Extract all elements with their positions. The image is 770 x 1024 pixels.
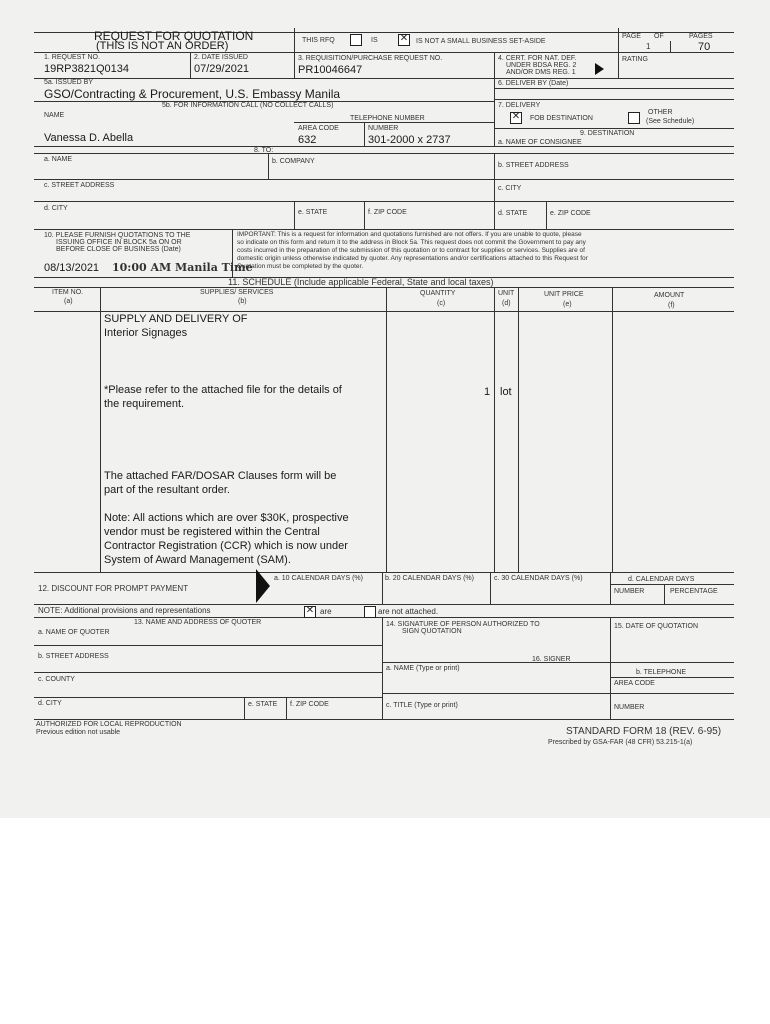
- col-supplies-sub: (b): [238, 298, 247, 305]
- quoter-city-label: d. CITY: [38, 700, 62, 707]
- note2-line2: part of the resultant order.: [104, 484, 230, 496]
- date-of-quotation-label: 15. DATE OF QUOTATION: [614, 623, 699, 630]
- quote-due-time-handwritten: 10:00 AM Manila Time: [112, 261, 253, 274]
- rule: [34, 179, 734, 180]
- requisition-value: PR10046647: [298, 64, 363, 76]
- cert-line1: 4. CERT. FOR NAT. DEF.: [498, 55, 577, 62]
- schedule-title: 11. SCHEDULE (Include applicable Federal, State and local taxes): [228, 277, 494, 287]
- rule: [610, 617, 611, 662]
- discount-label: 12. DISCOUNT FOR PROMPT PAYMENT: [38, 584, 189, 593]
- info-call-label: 5b. FOR INFORMATION CALL (NO COLLECT CALLS): [162, 102, 334, 109]
- rule: [244, 697, 245, 719]
- phone-number-value: 301-2000 x 2737: [368, 134, 451, 146]
- quote-due-date: 08/13/2021: [44, 262, 100, 274]
- discount-number-label: NUMBER: [614, 588, 645, 595]
- cert-line3: AND/OR DMS REG. 1: [506, 69, 576, 76]
- request-no-label: 1. REQUEST NO.: [44, 54, 100, 61]
- rule: [382, 693, 734, 694]
- item-quantity: 1: [484, 386, 491, 398]
- issued-by-value: GSO/Contracting & Procurement, U.S. Embassy Manila: [44, 87, 341, 101]
- rule: [494, 128, 734, 129]
- item-subtitle: Interior Signages: [104, 327, 188, 339]
- rule: [364, 201, 365, 229]
- col-amount-header: AMOUNT: [654, 292, 685, 299]
- fob-destination-checkbox[interactable]: [510, 112, 522, 124]
- rating-label: RATING: [622, 56, 648, 63]
- rule: [294, 28, 295, 78]
- furnish-line3: BEFORE CLOSE OF BUSINESS (Date): [56, 246, 181, 253]
- rule: [34, 572, 734, 573]
- name-label: NAME: [44, 112, 65, 119]
- col-item-sub: (a): [64, 298, 73, 305]
- discount-percentage-label: PERCENTAGE: [670, 588, 718, 595]
- rule: [518, 287, 519, 572]
- col-item-header: ITEM NO.: [52, 289, 84, 296]
- col-unit-price-sub: (e): [563, 301, 572, 308]
- rule: [294, 201, 295, 229]
- provisions-are-label: are: [320, 607, 332, 616]
- furnish-line1: 10. PLEASE FURNISH QUOTATIONS TO THE: [44, 232, 191, 239]
- this-rfq-label: THIS RFQ: [302, 37, 335, 44]
- discount-10-days: a. 10 CALENDAR DAYS (%): [274, 575, 363, 582]
- rule: [294, 122, 494, 123]
- form-subtitle: (THIS IS NOT AN ORDER): [96, 40, 229, 52]
- rule: [268, 153, 269, 179]
- rule: [494, 99, 734, 100]
- rule: [34, 645, 382, 646]
- note3-line1: Note: All actions which are over $30K, prospective: [104, 512, 349, 524]
- col-unit-header: UNIT: [498, 290, 515, 297]
- destination-label: 9. DESTINATION: [580, 130, 635, 137]
- consignee-city-label: c. CITY: [498, 185, 522, 192]
- signer-name-label: a. NAME (Type or print): [386, 665, 460, 672]
- is-label: IS: [371, 37, 378, 44]
- signer-area-code-label: AREA CODE: [614, 680, 655, 687]
- rule: [494, 52, 495, 146]
- other-label: OTHER: [648, 109, 673, 116]
- rule: [664, 584, 665, 604]
- fob-destination-label: FOB DESTINATION: [530, 115, 593, 122]
- quoter-street-label: b. STREET ADDRESS: [38, 653, 109, 660]
- consignee-zip-label: e. ZIP CODE: [550, 210, 591, 217]
- rule: [386, 287, 387, 572]
- rule: [546, 201, 547, 229]
- signature-label-line1: 14. SIGNATURE OF PERSON AUTHORIZED TO: [386, 621, 540, 628]
- rule: [612, 287, 613, 572]
- col-amount-sub: (f): [668, 302, 675, 309]
- date-issued-label: 2. DATE ISSUED: [194, 54, 248, 61]
- to-street-label: c. STREET ADDRESS: [44, 182, 115, 189]
- footer-previous-edition: Previous edition not usable: [36, 729, 121, 736]
- area-code-label: AREA CODE: [298, 125, 339, 132]
- telephone-label: TELEPHONE NUMBER: [350, 115, 425, 122]
- rule: [100, 287, 101, 572]
- footer-authorized: AUTHORIZED FOR LOCAL REPRODUCTION: [36, 721, 182, 728]
- note-provisions-label: NOTE: Additional provisions and representations: [38, 606, 211, 615]
- contact-name-value: Vanessa D. Abella: [44, 132, 134, 144]
- page-value: 1: [646, 42, 651, 51]
- signer-title-label: c. TITLE (Type or print): [386, 702, 458, 709]
- arrow-right-icon: [595, 63, 604, 75]
- rule: [34, 604, 734, 605]
- page-label: PAGE: [622, 33, 641, 40]
- item-unit: lot: [500, 386, 512, 398]
- rule: [34, 617, 734, 618]
- important-line4: domestic origin unless otherwise indicated by quoter. Any representations and/or certifications attached to this Request for: [237, 255, 588, 262]
- pages-value: 70: [698, 41, 711, 53]
- quoter-state-label: e. STATE: [248, 701, 278, 708]
- signer-number-label: NUMBER: [614, 704, 645, 711]
- deliver-by-label: 6. DELIVER BY (Date): [498, 80, 569, 87]
- rule: [618, 52, 619, 78]
- request-no-value: 19RP3821Q0134: [44, 63, 130, 75]
- col-quantity-header: QUANTITY: [420, 290, 456, 297]
- discount-30-days: c. 30 CALENDAR DAYS (%): [494, 575, 583, 582]
- other-sub-label: (See Schedule): [646, 118, 695, 125]
- not-small-business-checkbox[interactable]: [398, 34, 410, 46]
- rule: [618, 28, 619, 52]
- rule: [34, 672, 382, 673]
- quoter-county-label: c. COUNTY: [38, 676, 75, 683]
- discount-calendar-days: d. CALENDAR DAYS: [628, 576, 695, 583]
- provisions-are-not-label: are not attached.: [378, 607, 439, 616]
- important-line3: costs incurred in the preparation of the submission of this quotation or to contract for supplies or services. Supplies are of: [237, 247, 585, 254]
- rule: [34, 229, 734, 230]
- footer-prescribed: Prescribed by GSA-FAR (48 CFR) 53.215-1(a): [548, 739, 693, 746]
- number-label: NUMBER: [368, 125, 399, 132]
- rule: [494, 88, 734, 89]
- rule: [286, 697, 287, 719]
- consignee-label: a. NAME OF CONSIGNEE: [498, 139, 582, 146]
- rule: [382, 617, 383, 719]
- this-rfq-checkbox[interactable]: [350, 34, 362, 46]
- arrow-right-icon: [256, 569, 270, 603]
- important-line5: Quotation must be completed by the quoter.: [237, 263, 364, 270]
- rule: [34, 146, 734, 147]
- rule: [34, 201, 734, 202]
- rule: [490, 572, 491, 604]
- important-line1: IMPORTANT: This is a request for information and quotations furnished are not offers. If you are unable to quote, please: [237, 231, 582, 238]
- date-issued-value: 07/29/2021: [194, 63, 250, 75]
- col-unit-sub: (d): [502, 300, 511, 307]
- rule: [190, 52, 191, 78]
- rule: [610, 662, 611, 719]
- to-zip-label: f. ZIP CODE: [368, 209, 407, 216]
- provisions-are-not-checkbox[interactable]: [364, 606, 376, 618]
- to-name-label: a. NAME: [44, 156, 73, 163]
- col-supplies-header: SUPPLIES/ SERVICES: [200, 289, 274, 296]
- rule: [34, 52, 734, 53]
- to-state-label: e. STATE: [298, 209, 328, 216]
- discount-20-days: b. 20 CALENDAR DAYS (%): [385, 575, 474, 582]
- rule: [494, 287, 495, 572]
- important-line2: so indicate on this form and return it to the address in Block 5a. This request does not commit the Government to pay any: [237, 239, 586, 246]
- cert-line2: UNDER BDSA REG. 2: [506, 62, 577, 69]
- quoter-name-label: a. NAME OF QUOTER: [38, 629, 110, 636]
- consignee-street-label: b. STREET ADDRESS: [498, 162, 569, 169]
- rule: [34, 78, 734, 79]
- other-checkbox[interactable]: [628, 112, 640, 124]
- of-label: OF: [654, 33, 664, 40]
- note2-line1: The attached FAR/DOSAR Clauses form will be: [104, 470, 337, 482]
- rule: [34, 153, 734, 154]
- rule: [34, 311, 734, 312]
- note1-line2: the requirement.: [104, 398, 185, 410]
- signature-label-line2: SIGN QUOTATION: [402, 628, 462, 635]
- quoter-zip-label: f. ZIP CODE: [290, 701, 329, 708]
- rule: [610, 677, 734, 678]
- consignee-state-label: d. STATE: [498, 210, 528, 217]
- requisition-label: 3. REQUISITION/PURCHASE REQUEST NO.: [298, 55, 443, 62]
- col-quantity-sub: (c): [437, 300, 446, 307]
- rule: [34, 719, 734, 720]
- rule: [34, 287, 734, 288]
- delivery-label: 7. DELIVERY: [498, 102, 541, 109]
- small-business-label: IS NOT A SMALL BUSINESS SET-ASIDE: [416, 38, 546, 45]
- furnish-line2: ISSUING OFFICE IN BLOCK 5a ON OR: [56, 239, 182, 246]
- footer-form-number: STANDARD FORM 18 (REV. 6-95): [566, 726, 722, 737]
- area-code-value: 632: [298, 134, 317, 146]
- provisions-are-checkbox[interactable]: [304, 606, 316, 618]
- to-city-label: d. CITY: [44, 205, 68, 212]
- rule: [34, 697, 382, 698]
- rule: [494, 153, 495, 229]
- to-company-label: b. COMPANY: [272, 158, 315, 165]
- form-title: REQUEST FOR QUOTATION: [94, 29, 254, 43]
- rule: [382, 572, 383, 604]
- signer-label: 16. SIGNER: [532, 656, 571, 663]
- note3-line3: Contractor Registration (CCR) which is now under: [104, 540, 348, 552]
- rule: [364, 122, 365, 146]
- signer-telephone-label: b. TELEPHONE: [636, 669, 687, 676]
- rule: [610, 572, 611, 604]
- quoter-address-label: 13. NAME AND ADDRESS OF QUOTER: [134, 619, 262, 626]
- pages-label: PAGES: [689, 33, 713, 40]
- note3-line4: System of Award Management (SAM).: [104, 554, 291, 566]
- note1-line1: *Please refer to the attached file for the details of: [104, 384, 342, 396]
- to-label: 8. TO:: [254, 147, 274, 154]
- col-unit-price-header: UNIT PRICE: [544, 291, 584, 298]
- issued-by-label: 5a. ISSUED BY: [44, 79, 94, 86]
- item-title: SUPPLY AND DELIVERY OF: [104, 313, 248, 325]
- note3-line2: vendor must be registered within the Central: [104, 526, 320, 538]
- rule: [610, 584, 734, 585]
- rule: [670, 41, 671, 52]
